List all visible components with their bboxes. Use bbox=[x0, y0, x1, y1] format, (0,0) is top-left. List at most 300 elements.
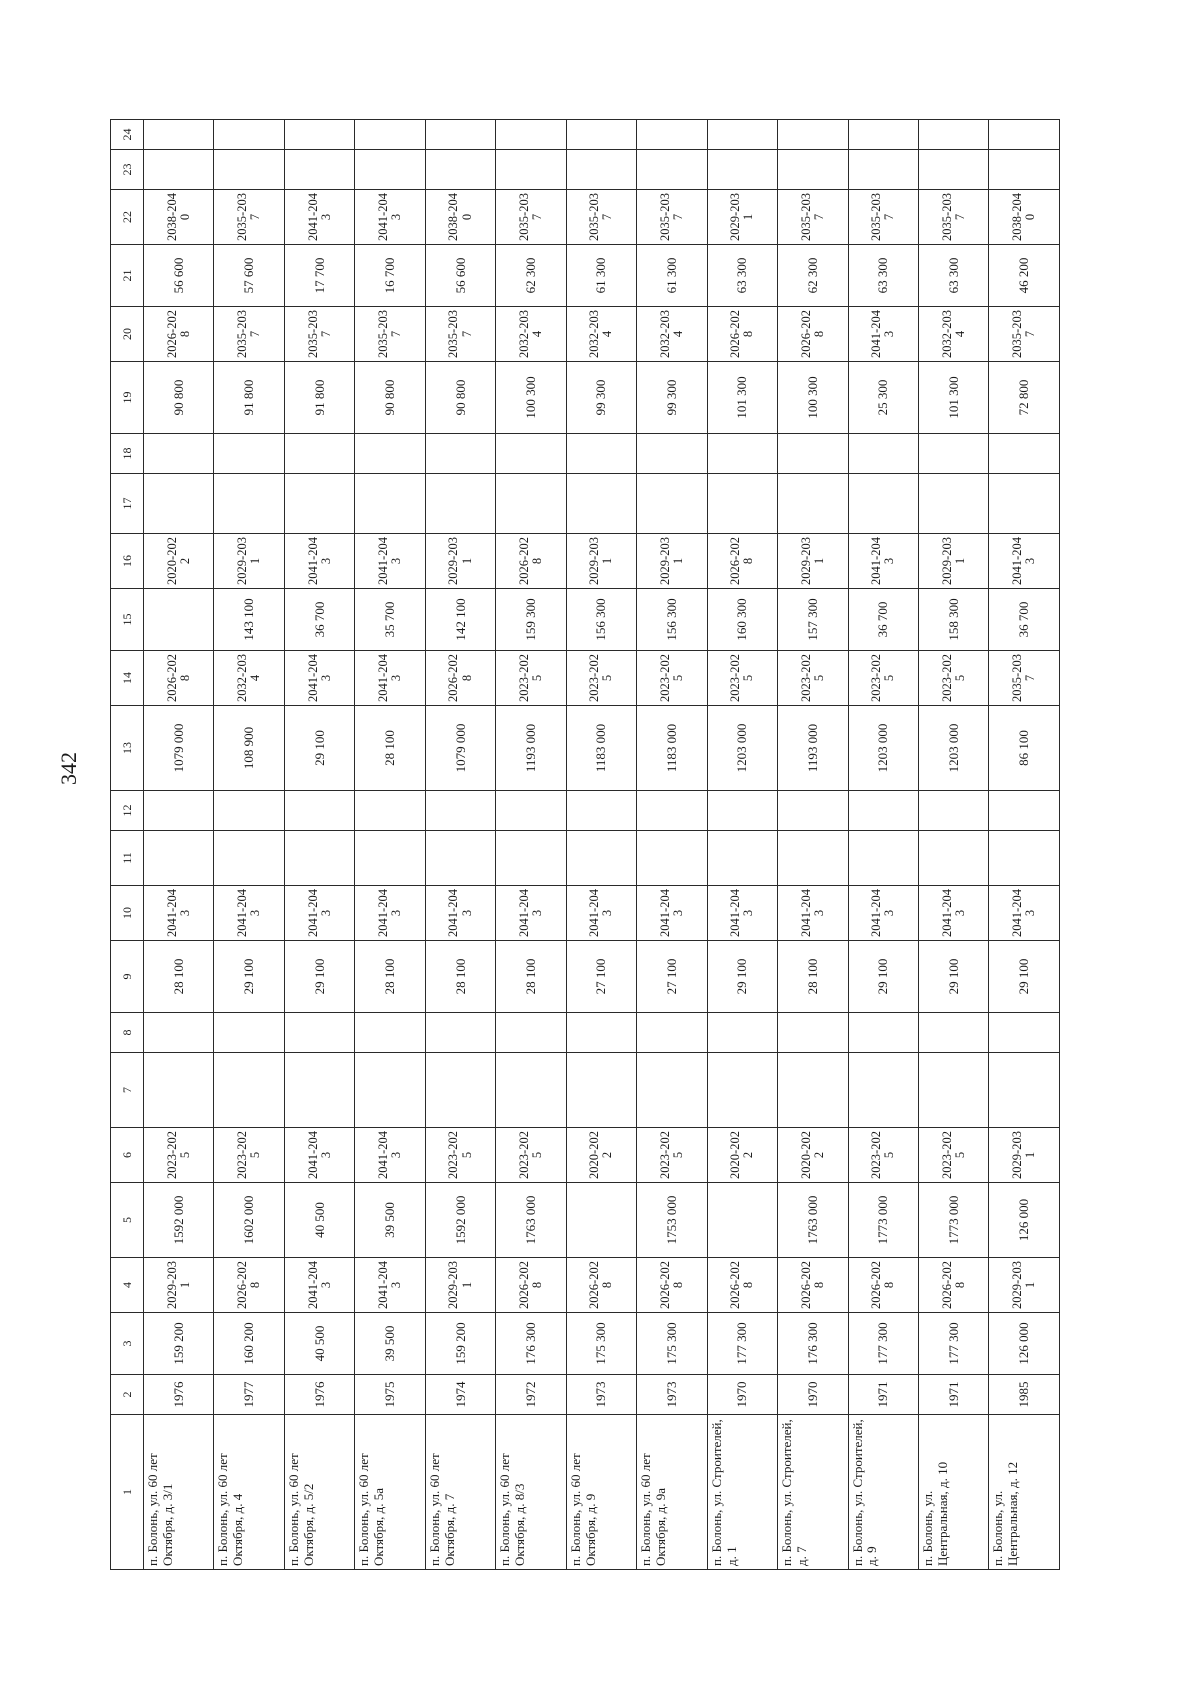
value-cell bbox=[214, 1053, 284, 1128]
value-cell: 36 700 bbox=[989, 589, 1060, 651]
period-cell: 2026-2028 bbox=[778, 307, 848, 362]
column-header-17: 17 bbox=[111, 474, 144, 534]
period-cell: 2041-2043 bbox=[355, 1258, 425, 1313]
value-cell: 156 300 bbox=[637, 589, 707, 651]
value-cell bbox=[778, 120, 848, 150]
value-cell: 1971 bbox=[848, 1375, 918, 1415]
value-cell bbox=[566, 474, 636, 534]
column-header-9: 9 bbox=[111, 941, 144, 1013]
value-cell: 101 300 bbox=[918, 362, 988, 434]
column-header-19: 19 bbox=[111, 362, 144, 434]
period-cell: 2026-2028 bbox=[707, 1258, 777, 1313]
column-header-15: 15 bbox=[111, 589, 144, 651]
value-cell: 175 300 bbox=[637, 1313, 707, 1375]
period-cell: 2026-2028 bbox=[637, 1258, 707, 1313]
value-cell: 1203 000 bbox=[848, 706, 918, 791]
period-cell: 2026-2028 bbox=[144, 307, 214, 362]
value-cell bbox=[566, 1183, 636, 1258]
value-cell: 1977 bbox=[214, 1375, 284, 1415]
value-cell: 86 100 bbox=[989, 706, 1060, 791]
period-cell: 2035-2037 bbox=[848, 190, 918, 245]
period-cell: 2026-2028 bbox=[848, 1258, 918, 1313]
value-cell bbox=[707, 150, 777, 190]
period-cell: 2023-2025 bbox=[637, 1128, 707, 1183]
value-cell: 16 700 bbox=[355, 245, 425, 307]
value-cell: 1193 000 bbox=[778, 706, 848, 791]
period-cell: 2041-2043 bbox=[848, 534, 918, 589]
period-cell: 2035-2037 bbox=[496, 190, 566, 245]
period-cell: 2023-2025 bbox=[848, 1128, 918, 1183]
address-cell: п. Болонь, ул. 60 лет Октября, д. 5а bbox=[355, 1415, 425, 1570]
value-cell: 100 300 bbox=[496, 362, 566, 434]
value-cell: 158 300 bbox=[918, 589, 988, 651]
value-cell: 29 100 bbox=[848, 941, 918, 1013]
period-cell: 2041-2043 bbox=[637, 886, 707, 941]
column-header-21: 21 bbox=[111, 245, 144, 307]
value-cell bbox=[144, 150, 214, 190]
period-cell: 2041-2043 bbox=[284, 534, 354, 589]
value-cell: 29 100 bbox=[989, 941, 1060, 1013]
value-cell bbox=[918, 434, 988, 474]
value-cell: 159 200 bbox=[425, 1313, 495, 1375]
table-row bbox=[918, 120, 988, 1570]
value-cell: 90 800 bbox=[355, 362, 425, 434]
period-cell: 2023-2025 bbox=[848, 651, 918, 706]
value-cell bbox=[284, 791, 354, 831]
value-cell bbox=[989, 1053, 1060, 1128]
value-cell: 1974 bbox=[425, 1375, 495, 1415]
value-cell: 90 800 bbox=[144, 362, 214, 434]
period-cell: 2035-2037 bbox=[566, 190, 636, 245]
value-cell bbox=[496, 1053, 566, 1128]
value-cell: 28 100 bbox=[355, 706, 425, 791]
period-cell: 2032-2034 bbox=[637, 307, 707, 362]
period-cell: 2026-2028 bbox=[707, 534, 777, 589]
page-number: 342 bbox=[56, 752, 81, 785]
value-cell bbox=[989, 474, 1060, 534]
column-header-7: 7 bbox=[111, 1053, 144, 1128]
period-cell: 2023-2025 bbox=[214, 1128, 284, 1183]
address-cell: п. Болонь, ул. 60 лет Октября, д. 5/2 bbox=[284, 1415, 354, 1570]
column-header-10: 10 bbox=[111, 886, 144, 941]
value-cell: 177 300 bbox=[707, 1313, 777, 1375]
table-body bbox=[144, 120, 1060, 1570]
value-cell bbox=[214, 434, 284, 474]
period-cell: 2035-2037 bbox=[637, 190, 707, 245]
value-cell: 25 300 bbox=[848, 362, 918, 434]
period-cell: 2023-2025 bbox=[918, 1128, 988, 1183]
period-cell: 2041-2043 bbox=[355, 886, 425, 941]
table-row bbox=[355, 120, 425, 1570]
value-cell: 36 700 bbox=[284, 589, 354, 651]
period-cell: 2020-2022 bbox=[707, 1128, 777, 1183]
value-cell bbox=[284, 150, 354, 190]
period-cell: 2026-2028 bbox=[707, 307, 777, 362]
period-cell: 2023-2025 bbox=[425, 1128, 495, 1183]
value-cell bbox=[848, 1053, 918, 1128]
value-cell: 63 300 bbox=[707, 245, 777, 307]
value-cell bbox=[778, 831, 848, 886]
column-header-22: 22 bbox=[111, 190, 144, 245]
address-cell: п. Болонь, ул. 60 лет Октября, д. 4 bbox=[214, 1415, 284, 1570]
period-cell: 2020-2022 bbox=[778, 1128, 848, 1183]
value-cell: 1976 bbox=[284, 1375, 354, 1415]
value-cell: 1183 000 bbox=[637, 706, 707, 791]
period-cell: 2026-2028 bbox=[918, 1258, 988, 1313]
value-cell: 39 500 bbox=[355, 1313, 425, 1375]
value-cell bbox=[144, 1053, 214, 1128]
value-cell bbox=[918, 1053, 988, 1128]
period-cell: 2026-2028 bbox=[144, 651, 214, 706]
period-cell: 2041-2043 bbox=[144, 886, 214, 941]
value-cell bbox=[848, 831, 918, 886]
table-row bbox=[566, 120, 636, 1570]
period-cell: 2029-2031 bbox=[918, 534, 988, 589]
value-cell: 57 600 bbox=[214, 245, 284, 307]
value-cell bbox=[284, 1053, 354, 1128]
value-cell: 36 700 bbox=[848, 589, 918, 651]
period-cell: 2035-2037 bbox=[355, 307, 425, 362]
value-cell: 63 300 bbox=[848, 245, 918, 307]
value-cell bbox=[496, 150, 566, 190]
column-header-4: 4 bbox=[111, 1258, 144, 1313]
value-cell: 56 600 bbox=[425, 245, 495, 307]
value-cell bbox=[284, 474, 354, 534]
value-cell: 1203 000 bbox=[918, 706, 988, 791]
address-cell: п. Болонь, ул. 60 лет Октября, д. 9а bbox=[637, 1415, 707, 1570]
value-cell bbox=[566, 434, 636, 474]
table-row bbox=[144, 120, 214, 1570]
value-cell bbox=[848, 434, 918, 474]
period-cell: 2023-2025 bbox=[496, 651, 566, 706]
period-cell: 2041-2043 bbox=[284, 1128, 354, 1183]
column-header-5: 5 bbox=[111, 1183, 144, 1258]
value-cell bbox=[355, 474, 425, 534]
value-cell bbox=[496, 831, 566, 886]
table-row bbox=[496, 120, 566, 1570]
rotated-table-container bbox=[110, 120, 1060, 1570]
value-cell bbox=[355, 831, 425, 886]
value-cell: 28 100 bbox=[144, 941, 214, 1013]
value-cell: 91 800 bbox=[214, 362, 284, 434]
value-cell bbox=[707, 1013, 777, 1053]
address-cell: п. Болонь, ул. Строителей, д. 9 bbox=[848, 1415, 918, 1570]
value-cell: 99 300 bbox=[637, 362, 707, 434]
value-cell: 157 300 bbox=[778, 589, 848, 651]
value-cell bbox=[918, 120, 988, 150]
period-cell: 2041-2043 bbox=[284, 886, 354, 941]
value-cell bbox=[707, 474, 777, 534]
value-cell: 100 300 bbox=[778, 362, 848, 434]
value-cell bbox=[425, 150, 495, 190]
period-cell: 2041-2043 bbox=[989, 886, 1060, 941]
value-cell: 1079 000 bbox=[144, 706, 214, 791]
value-cell bbox=[566, 1013, 636, 1053]
value-cell bbox=[144, 474, 214, 534]
value-cell bbox=[918, 474, 988, 534]
value-cell bbox=[425, 120, 495, 150]
value-cell bbox=[496, 434, 566, 474]
value-cell: 1592 000 bbox=[144, 1183, 214, 1258]
value-cell bbox=[707, 434, 777, 474]
period-cell: 2035-2037 bbox=[214, 190, 284, 245]
value-cell bbox=[284, 434, 354, 474]
value-cell bbox=[989, 791, 1060, 831]
column-header-8: 8 bbox=[111, 1013, 144, 1053]
period-cell: 2041-2043 bbox=[355, 651, 425, 706]
column-header-11: 11 bbox=[111, 831, 144, 886]
period-cell: 2041-2043 bbox=[848, 886, 918, 941]
period-cell: 2041-2043 bbox=[284, 190, 354, 245]
value-cell bbox=[778, 791, 848, 831]
value-cell bbox=[284, 1013, 354, 1053]
value-cell: 1985 bbox=[989, 1375, 1060, 1415]
period-cell: 2038-2040 bbox=[425, 190, 495, 245]
table-row bbox=[989, 120, 1060, 1570]
value-cell: 1763 000 bbox=[496, 1183, 566, 1258]
value-cell: 1973 bbox=[637, 1375, 707, 1415]
value-cell: 176 300 bbox=[778, 1313, 848, 1375]
value-cell bbox=[214, 120, 284, 150]
period-cell: 2029-2031 bbox=[707, 190, 777, 245]
period-cell: 2023-2025 bbox=[707, 651, 777, 706]
period-cell: 2041-2043 bbox=[918, 886, 988, 941]
value-cell: 1183 000 bbox=[566, 706, 636, 791]
period-cell: 2029-2031 bbox=[425, 1258, 495, 1313]
value-cell: 1079 000 bbox=[425, 706, 495, 791]
value-cell: 176 300 bbox=[496, 1313, 566, 1375]
value-cell bbox=[566, 791, 636, 831]
value-cell: 62 300 bbox=[778, 245, 848, 307]
value-cell bbox=[214, 150, 284, 190]
value-cell: 142 100 bbox=[425, 589, 495, 651]
value-cell bbox=[637, 434, 707, 474]
value-cell bbox=[918, 1013, 988, 1053]
value-cell: 99 300 bbox=[566, 362, 636, 434]
value-cell bbox=[918, 791, 988, 831]
value-cell bbox=[637, 120, 707, 150]
period-cell: 2041-2043 bbox=[284, 651, 354, 706]
period-cell: 2023-2025 bbox=[566, 651, 636, 706]
value-cell bbox=[496, 474, 566, 534]
value-cell: 177 300 bbox=[918, 1313, 988, 1375]
value-cell bbox=[355, 150, 425, 190]
period-cell: 2035-2037 bbox=[284, 307, 354, 362]
value-cell: 126 000 bbox=[989, 1313, 1060, 1375]
value-cell bbox=[144, 791, 214, 831]
value-cell bbox=[918, 831, 988, 886]
repair-schedule-table bbox=[110, 119, 1060, 1570]
period-cell: 2038-2040 bbox=[989, 190, 1060, 245]
address-cell: п. Болонь, ул. Строителей, д. 1 bbox=[707, 1415, 777, 1570]
value-cell: 29 100 bbox=[707, 941, 777, 1013]
value-cell: 29 100 bbox=[214, 941, 284, 1013]
value-cell bbox=[778, 1013, 848, 1053]
value-cell: 61 300 bbox=[566, 245, 636, 307]
value-cell bbox=[637, 474, 707, 534]
period-cell: 2041-2043 bbox=[989, 534, 1060, 589]
value-cell: 72 800 bbox=[989, 362, 1060, 434]
period-cell: 2029-2031 bbox=[989, 1258, 1060, 1313]
period-cell: 2020-2022 bbox=[144, 534, 214, 589]
value-cell: 126 000 bbox=[989, 1183, 1060, 1258]
value-cell bbox=[284, 831, 354, 886]
period-cell: 2041-2043 bbox=[355, 1128, 425, 1183]
value-cell: 29 100 bbox=[284, 941, 354, 1013]
table-row bbox=[637, 120, 707, 1570]
value-cell: 27 100 bbox=[637, 941, 707, 1013]
value-cell bbox=[637, 1013, 707, 1053]
value-cell bbox=[566, 1053, 636, 1128]
value-cell: 1971 bbox=[918, 1375, 988, 1415]
period-cell: 2035-2037 bbox=[425, 307, 495, 362]
value-cell bbox=[918, 150, 988, 190]
table-row bbox=[425, 120, 495, 1570]
table-row bbox=[214, 120, 284, 1570]
period-cell: 2038-2040 bbox=[144, 190, 214, 245]
value-cell bbox=[707, 1183, 777, 1258]
period-cell: 2029-2031 bbox=[989, 1128, 1060, 1183]
period-cell: 2041-2043 bbox=[355, 534, 425, 589]
column-header-1: 1 bbox=[111, 1415, 144, 1570]
value-cell: 1773 000 bbox=[848, 1183, 918, 1258]
value-cell bbox=[989, 120, 1060, 150]
period-cell: 2029-2031 bbox=[214, 534, 284, 589]
value-cell: 56 600 bbox=[144, 245, 214, 307]
period-cell: 2026-2028 bbox=[214, 1258, 284, 1313]
value-cell: 1592 000 bbox=[425, 1183, 495, 1258]
period-cell: 2035-2037 bbox=[989, 307, 1060, 362]
value-cell: 63 300 bbox=[918, 245, 988, 307]
value-cell bbox=[496, 120, 566, 150]
address-cell: п. Болонь, ул. Строителей, д. 7 bbox=[778, 1415, 848, 1570]
value-cell: 159 200 bbox=[144, 1313, 214, 1375]
table-row bbox=[778, 120, 848, 1570]
value-cell bbox=[425, 831, 495, 886]
column-header-18: 18 bbox=[111, 434, 144, 474]
period-cell: 2023-2025 bbox=[918, 651, 988, 706]
value-cell: 1972 bbox=[496, 1375, 566, 1415]
value-cell bbox=[637, 150, 707, 190]
value-cell: 1970 bbox=[778, 1375, 848, 1415]
value-cell: 39 500 bbox=[355, 1183, 425, 1258]
address-cell: п. Болонь, ул. Центральная, д. 12 bbox=[989, 1415, 1060, 1570]
value-cell: 1193 000 bbox=[496, 706, 566, 791]
value-cell: 28 100 bbox=[425, 941, 495, 1013]
column-header-24: 24 bbox=[111, 120, 144, 150]
table-row bbox=[284, 120, 354, 1570]
value-cell bbox=[144, 1013, 214, 1053]
value-cell: 143 100 bbox=[214, 589, 284, 651]
value-cell: 90 800 bbox=[425, 362, 495, 434]
value-cell: 29 100 bbox=[918, 941, 988, 1013]
value-cell bbox=[144, 831, 214, 886]
value-cell bbox=[848, 791, 918, 831]
value-cell bbox=[496, 791, 566, 831]
value-cell bbox=[707, 791, 777, 831]
period-cell: 2041-2043 bbox=[214, 886, 284, 941]
period-cell: 2023-2025 bbox=[637, 651, 707, 706]
period-cell: 2041-2043 bbox=[566, 886, 636, 941]
value-cell: 1763 000 bbox=[778, 1183, 848, 1258]
period-cell: 2041-2043 bbox=[425, 886, 495, 941]
value-cell: 1602 000 bbox=[214, 1183, 284, 1258]
column-header-3: 3 bbox=[111, 1313, 144, 1375]
value-cell bbox=[637, 791, 707, 831]
value-cell: 1773 000 bbox=[918, 1183, 988, 1258]
value-cell: 61 300 bbox=[637, 245, 707, 307]
value-cell: 1970 bbox=[707, 1375, 777, 1415]
value-cell: 1975 bbox=[355, 1375, 425, 1415]
value-cell bbox=[284, 120, 354, 150]
header-row bbox=[111, 120, 144, 1570]
period-cell: 2023-2025 bbox=[778, 651, 848, 706]
period-cell: 2035-2037 bbox=[778, 190, 848, 245]
value-cell: 177 300 bbox=[848, 1313, 918, 1375]
value-cell: 108 900 bbox=[214, 706, 284, 791]
period-cell: 2029-2031 bbox=[778, 534, 848, 589]
period-cell: 2041-2043 bbox=[848, 307, 918, 362]
value-cell: 35 700 bbox=[355, 589, 425, 651]
value-cell bbox=[707, 120, 777, 150]
value-cell bbox=[637, 831, 707, 886]
period-cell: 2041-2043 bbox=[284, 1258, 354, 1313]
value-cell: 17 700 bbox=[284, 245, 354, 307]
value-cell bbox=[425, 434, 495, 474]
value-cell bbox=[848, 474, 918, 534]
column-header-16: 16 bbox=[111, 534, 144, 589]
value-cell bbox=[989, 434, 1060, 474]
value-cell bbox=[214, 474, 284, 534]
address-cell: п. Болонь, ул. 60 лет Октября, д. 7 bbox=[425, 1415, 495, 1570]
value-cell bbox=[848, 120, 918, 150]
period-cell: 2029-2031 bbox=[425, 534, 495, 589]
column-header-12: 12 bbox=[111, 791, 144, 831]
value-cell bbox=[989, 1013, 1060, 1053]
period-cell: 2026-2028 bbox=[566, 1258, 636, 1313]
value-cell bbox=[355, 120, 425, 150]
value-cell: 1973 bbox=[566, 1375, 636, 1415]
value-cell bbox=[707, 1053, 777, 1128]
period-cell: 2041-2043 bbox=[496, 886, 566, 941]
value-cell: 28 100 bbox=[778, 941, 848, 1013]
value-cell bbox=[496, 1013, 566, 1053]
value-cell bbox=[566, 831, 636, 886]
value-cell: 159 300 bbox=[496, 589, 566, 651]
period-cell: 2041-2043 bbox=[355, 190, 425, 245]
column-header-13: 13 bbox=[111, 706, 144, 791]
value-cell: 46 200 bbox=[989, 245, 1060, 307]
value-cell bbox=[848, 1013, 918, 1053]
value-cell bbox=[355, 1053, 425, 1128]
value-cell bbox=[214, 831, 284, 886]
period-cell: 2041-2043 bbox=[707, 886, 777, 941]
value-cell bbox=[989, 831, 1060, 886]
value-cell: 160 200 bbox=[214, 1313, 284, 1375]
period-cell: 2032-2034 bbox=[566, 307, 636, 362]
period-cell: 2026-2028 bbox=[496, 534, 566, 589]
column-header-20: 20 bbox=[111, 307, 144, 362]
value-cell: 28 100 bbox=[496, 941, 566, 1013]
value-cell bbox=[425, 474, 495, 534]
address-cell: п. Болонь, ул. Центральная, д. 10 bbox=[918, 1415, 988, 1570]
period-cell: 2035-2037 bbox=[214, 307, 284, 362]
value-cell: 29 100 bbox=[284, 706, 354, 791]
period-cell: 2026-2028 bbox=[778, 1258, 848, 1313]
value-cell bbox=[425, 1053, 495, 1128]
period-cell: 2032-2034 bbox=[496, 307, 566, 362]
period-cell: 2035-2037 bbox=[989, 651, 1060, 706]
